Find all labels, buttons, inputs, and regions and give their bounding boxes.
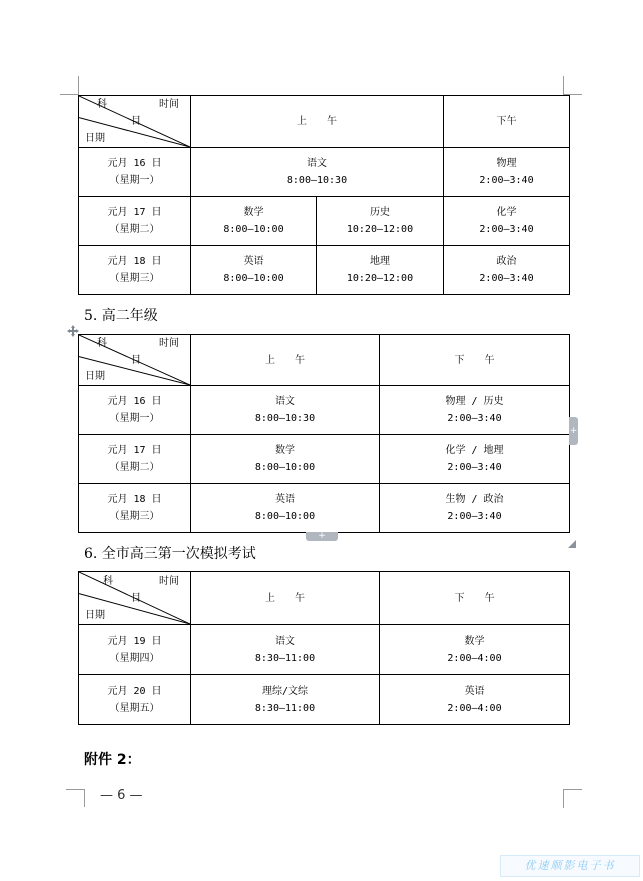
exam-schedule-table-3: [78, 571, 570, 725]
header-afternoon: 下 午: [380, 572, 570, 625]
subject-text: 政治: [496, 256, 517, 267]
table-row: [79, 197, 570, 246]
diag-label-subject-a: 科: [97, 338, 107, 349]
diag-label-date: 日期: [85, 610, 105, 621]
attachment-label: 附件 2：: [84, 752, 141, 768]
subject-text: 化学: [496, 207, 517, 218]
header-morning: 上 午: [191, 335, 380, 386]
time-text: 2:00—3:40: [447, 511, 502, 522]
page-number: — 6 —: [100, 788, 143, 803]
diag-label-time: 时间: [159, 99, 179, 110]
subject-text: 生物 / 政治: [445, 494, 504, 505]
date-cell: [79, 197, 191, 246]
weekday-text: （星期三）: [109, 273, 160, 284]
subject-text: 理综/文综: [261, 685, 309, 697]
weekday-text: （星期五）: [109, 702, 160, 714]
table-row: [79, 675, 570, 725]
date-text: 元月 17 日: [107, 445, 162, 456]
afternoon-cell: [380, 386, 570, 435]
diag-label-date: 日期: [85, 371, 105, 382]
time-text: 2:00—3:40: [479, 175, 534, 186]
subject-text: 英语: [275, 494, 295, 505]
date-cell: [79, 246, 191, 295]
date-cell: [79, 148, 191, 197]
morning-cell-2: [317, 246, 444, 295]
date-text: 元月 18 日: [107, 494, 162, 505]
table-row: [79, 484, 570, 533]
time-text: 8:00—10:30: [254, 413, 316, 424]
time-text: 2:00—3:40: [479, 224, 534, 235]
time-text: 8:30—11:00: [254, 652, 316, 664]
morning-cell: [191, 435, 380, 484]
subject-text: 英语: [464, 685, 485, 697]
diag-label-subject-a: 科: [97, 99, 107, 110]
afternoon-cell: [444, 246, 570, 295]
morning-cell-1: [191, 246, 317, 295]
diag-label-date: 日期: [85, 133, 105, 144]
weekday-text: （星期二）: [109, 224, 160, 235]
morning-cell: [191, 625, 380, 675]
diag-label-subject-a: 科: [103, 576, 113, 587]
insert-column-button[interactable]: [569, 417, 578, 445]
date-text: 元月 16 日: [107, 396, 162, 407]
date-text: 元月 17 日: [107, 207, 162, 218]
header-morning: 上 午: [191, 572, 380, 625]
subject-text: 数学: [243, 207, 264, 218]
table-move-handle-icon[interactable]: [67, 322, 79, 334]
afternoon-cell: [380, 484, 570, 533]
crop-mark-bottom-right: [563, 789, 582, 808]
time-text: 8:00—10:00: [223, 224, 284, 235]
exam-schedule-table-1: [78, 95, 570, 295]
date-cell: [79, 386, 191, 435]
date-text: 元月 16 日: [107, 158, 162, 169]
subject-text: 语文: [307, 158, 327, 169]
date-cell: [79, 675, 191, 725]
subject-text: 化学 / 地理: [445, 445, 504, 456]
time-text: 2:00—4:00: [447, 652, 502, 664]
weekday-text: （星期三）: [109, 511, 160, 522]
diag-label-subject-b: 目: [131, 116, 141, 127]
morning-cell-2: [317, 197, 444, 246]
table-row: [79, 246, 570, 295]
subject-text: 语文: [275, 396, 295, 407]
subject-text: 物理: [496, 158, 517, 169]
date-text: 元月 19 日: [107, 635, 162, 647]
date-text: 元月 18 日: [107, 256, 162, 267]
time-text: 8:00—10:00: [254, 511, 316, 522]
time-text: 2:00—3:40: [479, 273, 534, 284]
plus-icon: +: [569, 426, 578, 436]
time-text: 8:00—10:30: [286, 175, 348, 186]
table-header-row: [79, 572, 570, 625]
time-text: 2:00—3:40: [447, 462, 502, 473]
subject-text: 地理: [370, 256, 390, 267]
afternoon-cell: [444, 148, 570, 197]
weekday-text: （星期一）: [109, 175, 160, 186]
weekday-text: （星期四）: [109, 652, 160, 664]
diagonal-header-cell: [79, 335, 191, 386]
diag-label-time: 时间: [159, 576, 179, 587]
diagonal-header-cell: [79, 572, 191, 625]
weekday-text: （星期一）: [109, 413, 160, 424]
header-afternoon: 下 午: [380, 335, 570, 386]
subject-text: 物理 / 历史: [445, 396, 504, 407]
table-resize-handle-icon[interactable]: [568, 533, 576, 541]
watermark: 优速顺影电子书: [500, 855, 640, 877]
morning-cell: [191, 148, 444, 197]
section-heading-5: 5. 高二年级: [84, 308, 158, 324]
diagonal-header-cell: [79, 96, 191, 148]
afternoon-cell: [380, 675, 570, 725]
table-row: [79, 148, 570, 197]
diag-label-subject-b: 目: [131, 355, 141, 366]
subject-text: 数学: [464, 635, 485, 647]
date-cell: [79, 435, 191, 484]
table-row: [79, 435, 570, 484]
table-row: [79, 625, 570, 675]
header-morning: 上 午: [191, 96, 444, 148]
date-text: 元月 20 日: [107, 685, 162, 697]
time-text: 8:00—10:00: [223, 273, 284, 284]
crop-mark-top-right: [563, 76, 582, 95]
subject-text: 英语: [243, 256, 264, 267]
morning-cell: [191, 675, 380, 725]
crop-mark-bottom-left-v: [84, 789, 85, 807]
time-text: 8:30—11:00: [254, 702, 316, 714]
date-cell: [79, 484, 191, 533]
time-text: 8:00—10:00: [254, 462, 316, 473]
afternoon-cell: [444, 197, 570, 246]
section-heading-6: 6. 全市高三第一次模拟考试: [84, 546, 256, 562]
crop-mark-bottom-left: [66, 789, 84, 808]
time-text: 10:20—12:00: [346, 273, 414, 284]
diag-label-time: 时间: [159, 338, 179, 349]
time-text: 10:20—12:00: [346, 224, 414, 235]
afternoon-cell: [380, 625, 570, 675]
time-text: 2:00—3:40: [447, 413, 502, 424]
crop-mark-top-left: [60, 76, 79, 95]
insert-row-button[interactable]: [306, 532, 338, 541]
date-cell: [79, 625, 191, 675]
plus-icon: +: [318, 531, 326, 541]
subject-text: 语文: [275, 635, 295, 647]
header-afternoon: 下午: [444, 96, 570, 148]
afternoon-cell: [380, 435, 570, 484]
weekday-text: （星期二）: [109, 462, 160, 473]
subject-text: 历史: [370, 207, 390, 218]
diag-label-subject-b: 目: [131, 593, 141, 604]
time-text: 2:00—4:00: [447, 702, 502, 714]
morning-cell: [191, 484, 380, 533]
table-header-row: [79, 335, 570, 386]
morning-cell-1: [191, 197, 317, 246]
table-row: [79, 386, 570, 435]
table-header-row: [79, 96, 570, 148]
exam-schedule-table-2: [78, 334, 570, 533]
subject-text: 数学: [275, 445, 295, 456]
morning-cell: [191, 386, 380, 435]
